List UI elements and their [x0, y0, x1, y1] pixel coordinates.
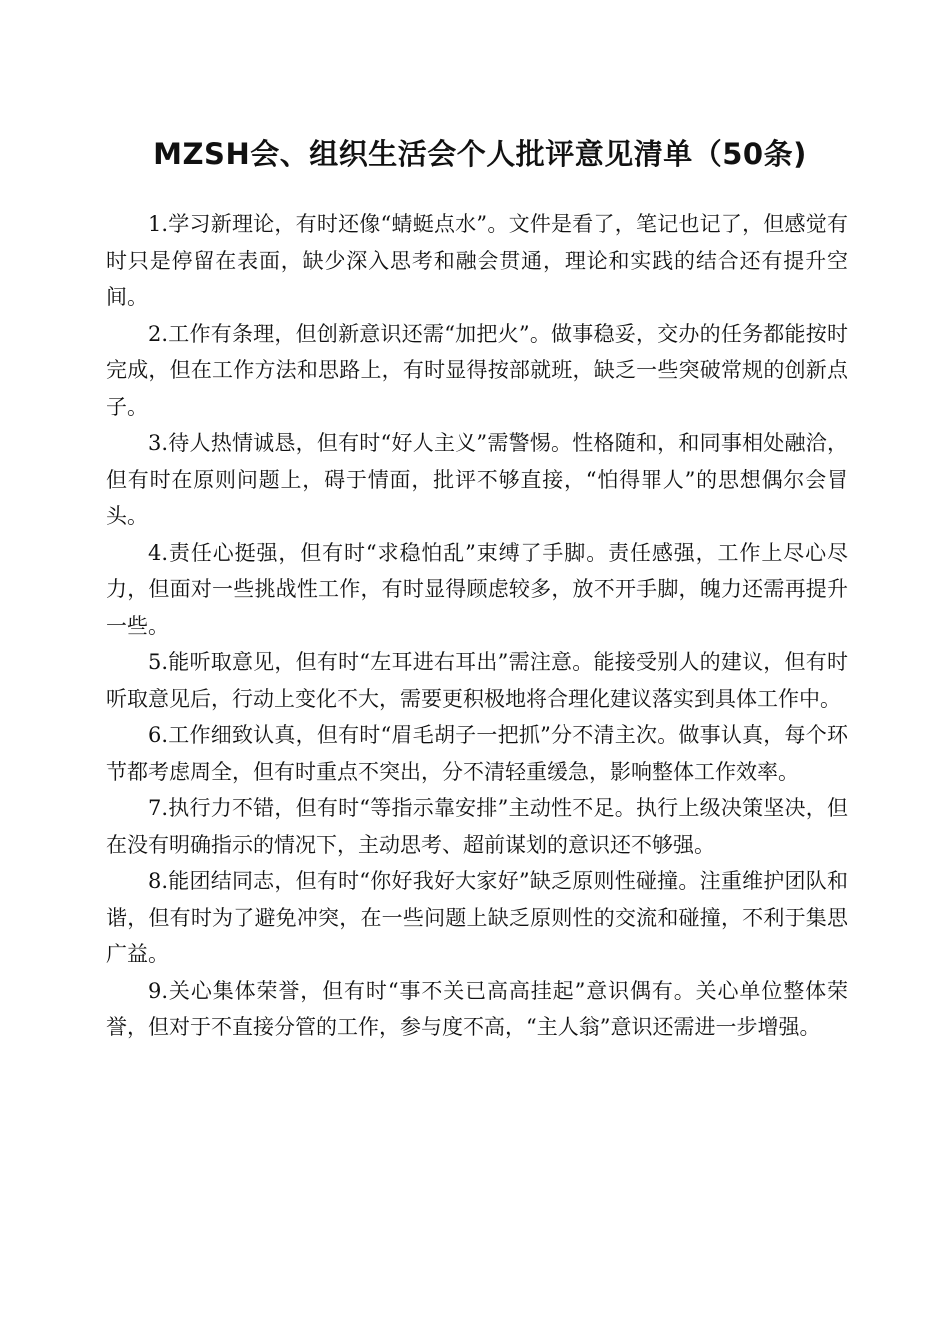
paragraph-4: 4.责任心挺强，但有时“求稳怕乱”束缚了手脚。责任感强，工作上尽心尽力，但面对一些挑战性工作，有时显得顾虑较多，放不开手脚，魄力还需再提升一些。 — [106, 540, 848, 638]
paragraph-6: 6.工作细致认真，但有时“眉毛胡子一把抓”分不清主次。做事认真，每个环节都考虑周全，但有时重点不突出，分不清轻重缓急，影响整体工作效率。 — [106, 723, 848, 784]
document-title: MZSH会、组织生活会个人批评意见清单（50条) — [153, 137, 807, 171]
paragraph-2: 2.工作有条理，但创新意识还需“加把火”。做事稳妥，交办的任务都能按时完成，但在工作方法和思路上，有时显得按部就班，缺乏一些突破常规的创新点子。 — [106, 321, 848, 419]
paragraph-5: 5.能听取意见，但有时“左耳进右耳出”需注意。能接受别人的建议，但有时听取意见后，行动上变化不大，需要更积极地将合理化建议落实到具体工作中。 — [106, 650, 848, 711]
paragraph-7: 7.执行力不错，但有时“等指示靠安排”主动性不足。执行上级决策坚决，但在没有明确指示的情况下，主动思考、超前谋划的意识还不够强。 — [106, 796, 848, 857]
paragraph-9: 9.关心集体荣誉，但有时“事不关已高高挂起”意识偶有。关心单位整体荣誉，但对于不直接分管的工作，参与度不高，“主人翁”意识还需进一步增强。 — [106, 978, 848, 1039]
paragraph-3: 3.待人热情诚恳，但有时“好人主义”需警惕。性格随和，和同事相处融洽，但有时在原则问题上，碍于情面，批评不够直接，“怕得罪人”的思想偶尔会冒头。 — [106, 431, 848, 528]
paragraph-1: 1.学习新理论，有时还像“蜻蜓点水”。文件是看了，笔记也记了，但感觉有时只是停留在表面，缺少深入思考和融会贯通，理论和实践的结合还有提升空间。 — [106, 212, 848, 309]
paragraph-8: 8.能团结同志，但有时“你好我好大家好”缺乏原则性碰撞。注重维护团队和谐，但有时为了避免冲突，在一些问题上缺乏原则性的交流和碰撞，不利于集思广益。 — [106, 869, 848, 966]
document-body — [106, 206, 848, 1046]
